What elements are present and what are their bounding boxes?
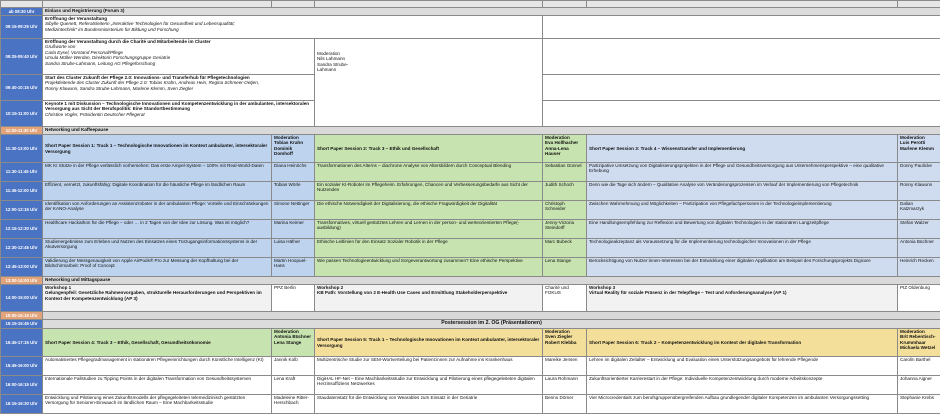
moderation-name: Marlene Klemm — [900, 146, 938, 151]
start-line: Ronny Klawunn, Sandra Strube-Lahmann, Marlene Klemm, Sven Ziegler — [45, 86, 312, 91]
speaker: Jannik Kolb — [272, 357, 315, 376]
session6-moderation — [898, 329, 940, 357]
header-row — [1, 1, 940, 8]
start-title: Start des Cluster Zukunft der Pflege 2.0: Innovations- und Transferhub für Pflegetechnologien — [45, 75, 312, 80]
talk-title: Ein sozialer KI-Roboter im Pflegeheim. Erfahrungen, Chancen und Verbesserungsbedarfe aus Sicht der Nutzenden — [315, 182, 543, 201]
time-cell: 16:15-16:30 Uhr — [1, 395, 43, 414]
row-break2 — [1, 312, 940, 320]
time-cell: ab 08:30 Uhr — [1, 8, 43, 16]
speaker: Johanna Aigner — [898, 376, 940, 395]
time-cell: 10:15-11:00 Uhr — [1, 101, 43, 127]
speaker: Dalian Katzmarzyk — [898, 201, 940, 220]
speaker: Lena Stange — [543, 258, 587, 277]
moderation-name: Lena Stange — [274, 340, 312, 345]
talk-title: Berücksichtigung von Nutzer:innen-Interessen bei der Entwicklung einer digitalen Applikation am Beispiel des Forschungsprojekts Digicare — [587, 258, 898, 277]
time-cell: 14:00-15:00 Uhr — [1, 285, 43, 312]
row-poster — [1, 320, 940, 329]
table-row — [1, 201, 940, 220]
moderation-name: Michaela Wetzel — [900, 345, 938, 350]
start-cell — [43, 75, 315, 101]
session5-title: Short Paper Session 5: Track 1 – Technologische Innovationen im Kontext ambulanter, intersektoraler Versorgung — [315, 329, 543, 357]
talk-title: MK KI Stütze in der Pflege verlässlich vorhersehen: Das erste Ampel-System – 100% mit Real-World-Daten — [43, 163, 272, 182]
session3-moderation — [898, 135, 940, 163]
talk-title: Partizipative Umsetzung von Digitalisierungsprojekten in der Pflege und Gesundheitsversorgung aus Unternehmensperspektive – eine qualitative Erhebung — [587, 163, 898, 182]
talk-title: Studienergebnisse zum Erleben und Nutzen des Einsatzes eines Türzugangsinformationssystems in der Akutversorgung — [43, 239, 272, 258]
moderation-label: Moderation — [545, 329, 584, 334]
opening2-line: Sandra Strube-Lahmann, Leitung AG Pflegeforschung — [45, 61, 312, 66]
row-break1 — [1, 127, 940, 135]
opening-line: Medizintechnik" im Bundesministerium für Bildung und Forschung — [45, 27, 540, 32]
opening-cell — [43, 16, 543, 39]
talk-title: Zwischen Wahrnehmung und Möglichkeiten – Partizipation von Pflegefachpersonen in der Technologieimplementierung — [587, 201, 898, 220]
session2-moderation — [543, 135, 587, 163]
break-text: Networking und Kaffeepause — [43, 127, 940, 135]
blank-cell — [543, 39, 940, 75]
blank-cell — [543, 16, 940, 39]
time-cell: 12:15-12:30 Uhr — [1, 220, 43, 239]
speaker: Christoph Schneider — [543, 201, 587, 220]
talk-title: Validierung der Messgenauigkeit von Apple AirPods® Pro zur Messung der Kopfhaltung bei der Bildschirmarbeit: Proof of Concept — [43, 258, 272, 277]
table-row — [1, 182, 940, 201]
speaker: Ronny Klawunn — [898, 182, 940, 201]
opening2-title: Eröffnung der Veranstaltung durch die Charité und Mitarbeitende im Cluster — [45, 39, 312, 44]
opening2-line: Ursula Müller-Werdan, Direktorin Forschungsgruppe Geriatrie — [45, 55, 312, 60]
workshop-label: Workshop 3 — [589, 285, 895, 290]
talk-title: Technologieakzeptanz als Voraussetzung für die Implementierung technologischer Innovationen in der Pflege — [587, 239, 898, 258]
time-cell: 09:40-10:15 Uhr — [1, 75, 43, 101]
talk-title: Automatisiertes Pflegegradmanagement in stationären Pflegeeinrichtungen durch Künstliche Intelligenz (KI) — [43, 357, 272, 376]
workshop2-org — [543, 285, 587, 312]
time-cell: 12:45-13:00 Uhr — [1, 258, 43, 277]
header-cell — [43, 1, 272, 8]
opening-title: Eröffnung der Veranstaltung — [45, 16, 540, 21]
time-cell: 15:00-15:15 Uhr — [1, 312, 43, 320]
workshop-title: Virtual Reality für soziale Präsenz in der Telepflege – Test und Anforderungsanalyse (AP 1) — [589, 290, 895, 295]
table-row — [1, 357, 940, 376]
speaker: Mareike Jensen — [543, 357, 587, 376]
speaker: Simone Nettinger — [272, 201, 315, 220]
opening-line: Sibylle Quenett, Referatsleiterin „Interaktive Technologien für Gesundheit und Lebensqualität; — [45, 21, 540, 26]
talk-title: Die ethische Notwendigkeit der Digitalisierung, die ethische Fragwürdigkeit der Digitalität — [315, 201, 543, 220]
header-cell — [543, 1, 587, 8]
talk-title: Transformationen des Alterns – diachrone Analyse von Altersbildern durch Conceptual Blending — [315, 163, 543, 182]
session6-title: Short Paper Session 6: Track 2 – Kompetenzentwicklung im Kontext der digitalen Transformation — [587, 329, 898, 357]
moderation-name: Eva Hollhacher — [545, 140, 584, 145]
session3-title: Short Paper Session 3: Track 4 – Wissenstransfer und Implementierung — [587, 135, 898, 163]
workshop-title: Gelungenpfeil: Gesetzliche Rahmenvorgaben, strukturelle Herausforderungen und Perspektiven im Kontext der Kompetenzentwicklung (AP 3) — [45, 290, 269, 301]
time-cell: 13:00-14:00 Uhr — [1, 277, 43, 285]
time-cell: 15:45-17:15 Uhr — [1, 329, 43, 357]
time-cell: 11:30-13:00 Uhr — [1, 135, 43, 163]
time-cell: 16:00-16:15 Uhr — [1, 376, 43, 395]
row-opening — [1, 16, 940, 39]
speaker: Luisa Häfner — [272, 239, 315, 258]
workshop3-org: PIZ Oldenburg — [898, 285, 940, 312]
speaker: Stephanie Krebs — [898, 395, 940, 414]
keynote-title: Keynote 1 mit Diskussion – Technologische Innovationen und Kompetenzentwicklung in der ambulanten, intersektoralen Versorgung aus Sicht der Berufspolitik: Eine Standortbestimmung — [45, 101, 312, 112]
moderation-name: Antonia Büchner — [274, 334, 312, 339]
row-einlass — [1, 8, 940, 16]
session5-moderation — [543, 329, 587, 357]
workshop1 — [43, 285, 272, 312]
moderation-name: Lahmann — [317, 67, 540, 72]
workshop1-org: PPZ Berlin — [272, 285, 315, 312]
poster-text: Postersession im 2. OG (Präsentationen) — [43, 320, 940, 329]
opening2-line: Grußworte von — [45, 44, 312, 49]
table-row — [1, 163, 940, 182]
table-row — [1, 395, 940, 414]
talk-title: Eine Handlungsempfehlung zur Reflexion und Bewertung von digitalen Technologien in der stationären Langzeitpflege — [587, 220, 898, 239]
time-cell: 12:00-12:15 Uhr — [1, 201, 43, 220]
talk-title: DigiHAL HF-Net – Eine Machbarkeitsstudie zur Entwicklung und Pilotierung eines pflegegeleiteten digitalen Herzinsuffiziens Netzwerkes — [315, 376, 543, 395]
moderation-name: Luis Perotti — [900, 140, 938, 145]
row-session-header-2 — [1, 329, 940, 357]
keynote-line: Christine Vogler, Präsidentin Deutscher Pflegerat — [45, 112, 312, 117]
talk-title: Staudatenstatz für die Entwicklung von Wearables zum Einsatz in der Geriatrie — [315, 395, 543, 414]
moderation-name: Robert Klebba — [545, 340, 584, 345]
workshop2 — [315, 285, 543, 312]
time-cell: 15:45-16:00 Uhr — [1, 357, 43, 376]
moderation-label: Moderation — [545, 135, 584, 140]
moderation-name: Sven Ziegler — [545, 334, 584, 339]
speaker: Laura Rohmann — [543, 376, 587, 395]
speaker: Tobias Wörle — [272, 182, 315, 201]
speaker: Martin Hoopuel-Hans — [272, 258, 315, 277]
talk-title: Zukunftsorientierter Karrierestart in der Pflege: Individuelle Kompetenzentwicklung durch moderne Arbeitskonzepte — [587, 376, 898, 395]
talk-title: Lehren im digitalen Zeitalter – Entwicklung und Evaluation eines Unterstützungsangebots für lehrende Pflegende — [587, 357, 898, 376]
time-cell: 15:15-15:45 Uhr — [1, 320, 43, 329]
moderation-name: Dominik Domhoff — [274, 146, 312, 157]
start-line: Projektleitende des Cluster Zukunft der Pflege 2.0: Tobias Krahn, Andreas Hein, Regina Schmeer-Oetjen, — [45, 80, 312, 85]
talk-title: Wie passen Technologieentwicklung und Sorgeverantwortung zusammen? Eine ethische Perspektive — [315, 258, 543, 277]
row-session-header — [1, 135, 940, 163]
session1-title: Short Paper Session 1: Track 1 – Technologische Innovationen im Kontext ambulanter, intersektoraler Versorgung — [43, 135, 272, 163]
speaker: Donny Paulicke — [898, 163, 940, 182]
moderation-label: Moderation — [317, 51, 540, 56]
speaker: Lena Kraft — [272, 376, 315, 395]
talk-title: Effizient, vernetzt, zukunftsfähig: Digitale Koordination für die häusliche Pflege im ländlichen Raum — [43, 182, 272, 201]
header-cell — [272, 1, 315, 8]
row-workshops — [1, 285, 940, 312]
workshop3 — [587, 285, 898, 312]
speaker: Antonia Büchner — [898, 239, 940, 258]
moderation-label: Moderation — [900, 329, 938, 334]
break2-text — [43, 312, 940, 320]
talk-title: Internationale Fallstudien zu Tipping Points in der digitalen Transformation von Gesundheitssystemen — [43, 376, 272, 395]
table-row — [1, 376, 940, 395]
workshop-title: KB Path: Vorstellung von 2 E-Health Use Cases und Ermittlung Stakeholderperspektive — [317, 290, 540, 295]
opening2-cell — [43, 39, 315, 75]
opening2-line: Carla Eysel, Vorstand Personal/Pflege — [45, 50, 312, 55]
session1-moderation — [272, 135, 315, 163]
speaker: Heinrich Recken — [898, 258, 940, 277]
speaker: Madeleine Ritter-Herschbach — [272, 395, 315, 414]
moderation-name: Brit Rebentisch-Krummhaar — [900, 334, 938, 345]
row-opening-charite — [1, 39, 940, 75]
blank-cell — [543, 101, 940, 127]
time-cell: 11:00-11:30 Uhr — [1, 127, 43, 135]
header-cell — [1, 1, 43, 8]
speaker: Stefan Walzer — [898, 220, 940, 239]
talk-title: Identifikation von Anforderungen an Assistenzroboter in der ambulanten Pflege: Vorteile und Einschränkungen der KANO-Analyse — [43, 201, 272, 220]
table-row — [1, 258, 940, 277]
moderation-name: Anna-Lena Hauser — [545, 146, 584, 157]
blank-cell — [543, 75, 940, 101]
session4-title: Short Paper Session 4: Track 3 – Ethik, Gesellschaft, Gesundheitsökonomie — [43, 329, 272, 357]
speaker: Diana Heinrichs — [272, 163, 315, 182]
talk-title: Entwicklung und Pilotierung eines Zukunftsmodells der pflegegeleiteten telemedizinisch gestützten Versorgung für Senioren-Einwaach im ländlichen Raum – Eine Machbarkeitsstudie — [43, 395, 272, 414]
workshop-label: Workshop 2 — [317, 285, 540, 290]
lunch-text: Networking und Mittagspause — [43, 277, 940, 285]
header-cell — [587, 1, 898, 8]
talk-title: Ethische Leitlinien für den Einsatz Sozialer Robotik in der Pflege — [315, 239, 543, 258]
talk-title: Multizentrische Studie zur SEM-Wortverteilung bei Patient:innen zur Aufnahme ins Krankenhaus — [315, 357, 543, 376]
moderation-label: Moderation — [900, 135, 938, 140]
session4-moderation — [272, 329, 315, 357]
moderation-label: Moderation — [274, 135, 312, 140]
speaker: Benno Dömer — [543, 395, 587, 414]
table-row — [1, 220, 940, 239]
header-cell — [898, 1, 940, 8]
speaker: Judith Schoch — [543, 182, 587, 201]
table-row — [1, 239, 940, 258]
moderation-name: Nils Lahmann — [317, 56, 540, 61]
time-cell: 09:25-09:40 Uhr — [1, 39, 43, 75]
talk-title: Vier Microcredentials zum berufsgruppenübergreifenden Aufbau grundlegender digitaler Kompetenzen im ambulanten Versorgungssetting — [587, 395, 898, 414]
workshop-org-line: FOKUS — [545, 290, 584, 295]
row-lunch — [1, 277, 940, 285]
time-cell: 11:45-12:00 Uhr — [1, 182, 43, 201]
session2-title: Short Paper Session 2: Track 3 – Ethik und Gesellschaft — [315, 135, 543, 163]
keynote-cell — [43, 101, 315, 127]
header-cell — [315, 1, 543, 8]
talk-title: Denn wie die Tage sich ändern – Qualitative Analyse von Veränderungsprozessen im Verlauf der Implementierung von Pflegetechnik — [587, 182, 898, 201]
moderation-name: Tobias Krahn — [274, 140, 312, 145]
moderation-morning — [315, 39, 543, 127]
speaker: Jenny-Victoria Steindorff — [543, 220, 587, 239]
speaker: Marina Keimer — [272, 220, 315, 239]
einlass-text: Einlass und Registrierung (Forum 3) — [43, 8, 940, 16]
moderation-name: Sandra Strube- — [317, 62, 540, 67]
time-cell: 12:30-12:45 Uhr — [1, 239, 43, 258]
speaker: Carolin Barthel — [898, 357, 940, 376]
moderation-label: Moderation — [274, 329, 312, 334]
speaker: Marc Bubeck — [543, 239, 587, 258]
workshop-label: Workshop 1 — [45, 285, 269, 290]
talk-title: Healthcare Hackathon für die Pflege – oder … in 2 Tagen von der Idee zur Lösung. Was ist möglich? — [43, 220, 272, 239]
speaker: Sebastian Günnel — [543, 163, 587, 182]
time-cell: 09:15-09:25 Uhr — [1, 16, 43, 39]
time-cell: 11:30-11:45 Uhr — [1, 163, 43, 182]
workshop-org-line: Charité und — [545, 285, 584, 290]
talk-title: Transformatives, virtuell gestütztes Lehren und Lernen in der person- und werteorientierten Pflege(-ausbildung) — [315, 220, 543, 239]
